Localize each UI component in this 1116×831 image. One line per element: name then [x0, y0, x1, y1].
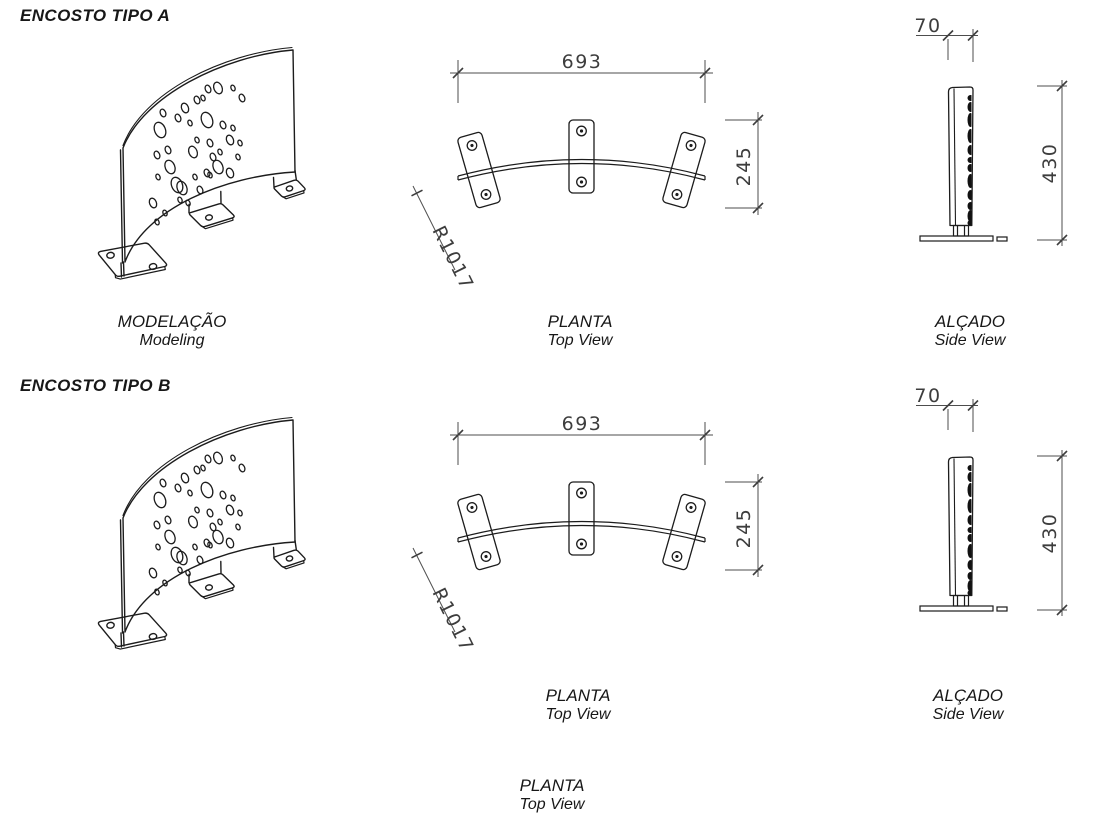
top-view-label-pt: PLANTA — [545, 686, 611, 705]
mounting-plate — [662, 131, 706, 208]
mounting-plate — [569, 120, 594, 193]
side-view-label-pt: ALÇADO — [935, 312, 1005, 331]
front-foot — [98, 613, 166, 649]
mounting-plate — [457, 493, 501, 570]
section-a-heading: ENCOSTO TIPO A — [20, 6, 171, 25]
dimension-radius — [412, 548, 479, 652]
side-view-label-a — [880, 312, 1060, 350]
dimension-width — [450, 51, 713, 103]
dim-thickness-text: 70 — [914, 15, 942, 37]
model-3d-drawing — [90, 40, 312, 286]
dim-width-text: 693 — [561, 51, 603, 73]
side-view-drawing — [900, 380, 1078, 632]
dimension-height — [1037, 450, 1067, 616]
modeling-label-pt: MODELAÇÃO — [117, 312, 227, 331]
top-view-drawing — [400, 40, 772, 290]
dimension-thickness — [914, 385, 978, 432]
dim-height-text: 430 — [1039, 512, 1061, 554]
side-view-label-b — [878, 686, 1058, 724]
base-assembly — [920, 226, 1007, 242]
dim-thickness-text: 70 — [914, 385, 942, 407]
top-view-label-b — [488, 686, 668, 724]
side-view-drawing — [900, 10, 1078, 262]
modeling-label-a — [82, 312, 262, 350]
side-view-label-en: Side View — [932, 706, 1004, 723]
top-view-drawing — [400, 402, 772, 652]
footer-label-en: Top View — [519, 796, 585, 813]
side-view-label-en: Side View — [934, 332, 1006, 349]
dim-radius-text: R1017 — [427, 584, 479, 652]
mounting-plate — [457, 131, 501, 208]
top-view-label-en: Top View — [545, 706, 611, 723]
middle-foot — [189, 562, 234, 599]
right-foot — [274, 541, 306, 569]
front-foot — [98, 243, 166, 279]
base-assembly — [920, 596, 1007, 612]
dim-height-text: 430 — [1039, 142, 1061, 184]
dimension-thickness — [914, 15, 978, 62]
footer-label-pt: PLANTA — [519, 776, 585, 795]
model-view-a — [90, 40, 312, 291]
top-view-label-a — [490, 312, 670, 350]
right-foot — [274, 171, 306, 199]
top-view-a — [400, 40, 772, 295]
dim-width-text: 693 — [561, 413, 603, 435]
section-b-heading: ENCOSTO TIPO B — [20, 376, 171, 395]
side-view-a — [900, 10, 1078, 267]
model-view-b — [90, 410, 312, 661]
dimension-height — [1037, 80, 1067, 246]
perforation-holes — [148, 451, 246, 596]
mounting-plate — [662, 493, 706, 570]
dim-radius-text: R1017 — [427, 222, 479, 290]
middle-foot — [189, 192, 234, 229]
model-3d-drawing — [90, 410, 312, 656]
dimension-depth — [725, 112, 763, 215]
dim-depth-text: 245 — [733, 145, 755, 187]
dim-depth-text: 245 — [733, 507, 755, 549]
side-view-b — [900, 380, 1078, 637]
dimension-depth — [725, 474, 763, 577]
mounting-plate — [569, 482, 594, 555]
top-view-label-pt: PLANTA — [547, 312, 613, 331]
modeling-label-en: Modeling — [139, 332, 205, 349]
side-view-label-pt: ALÇADO — [933, 686, 1003, 705]
top-view-label-en: Top View — [547, 332, 613, 349]
dimension-radius — [412, 186, 479, 290]
footer-top-view-label — [462, 776, 642, 814]
dimension-width — [450, 413, 713, 465]
top-view-b — [400, 402, 772, 657]
perforation-holes — [148, 81, 246, 226]
